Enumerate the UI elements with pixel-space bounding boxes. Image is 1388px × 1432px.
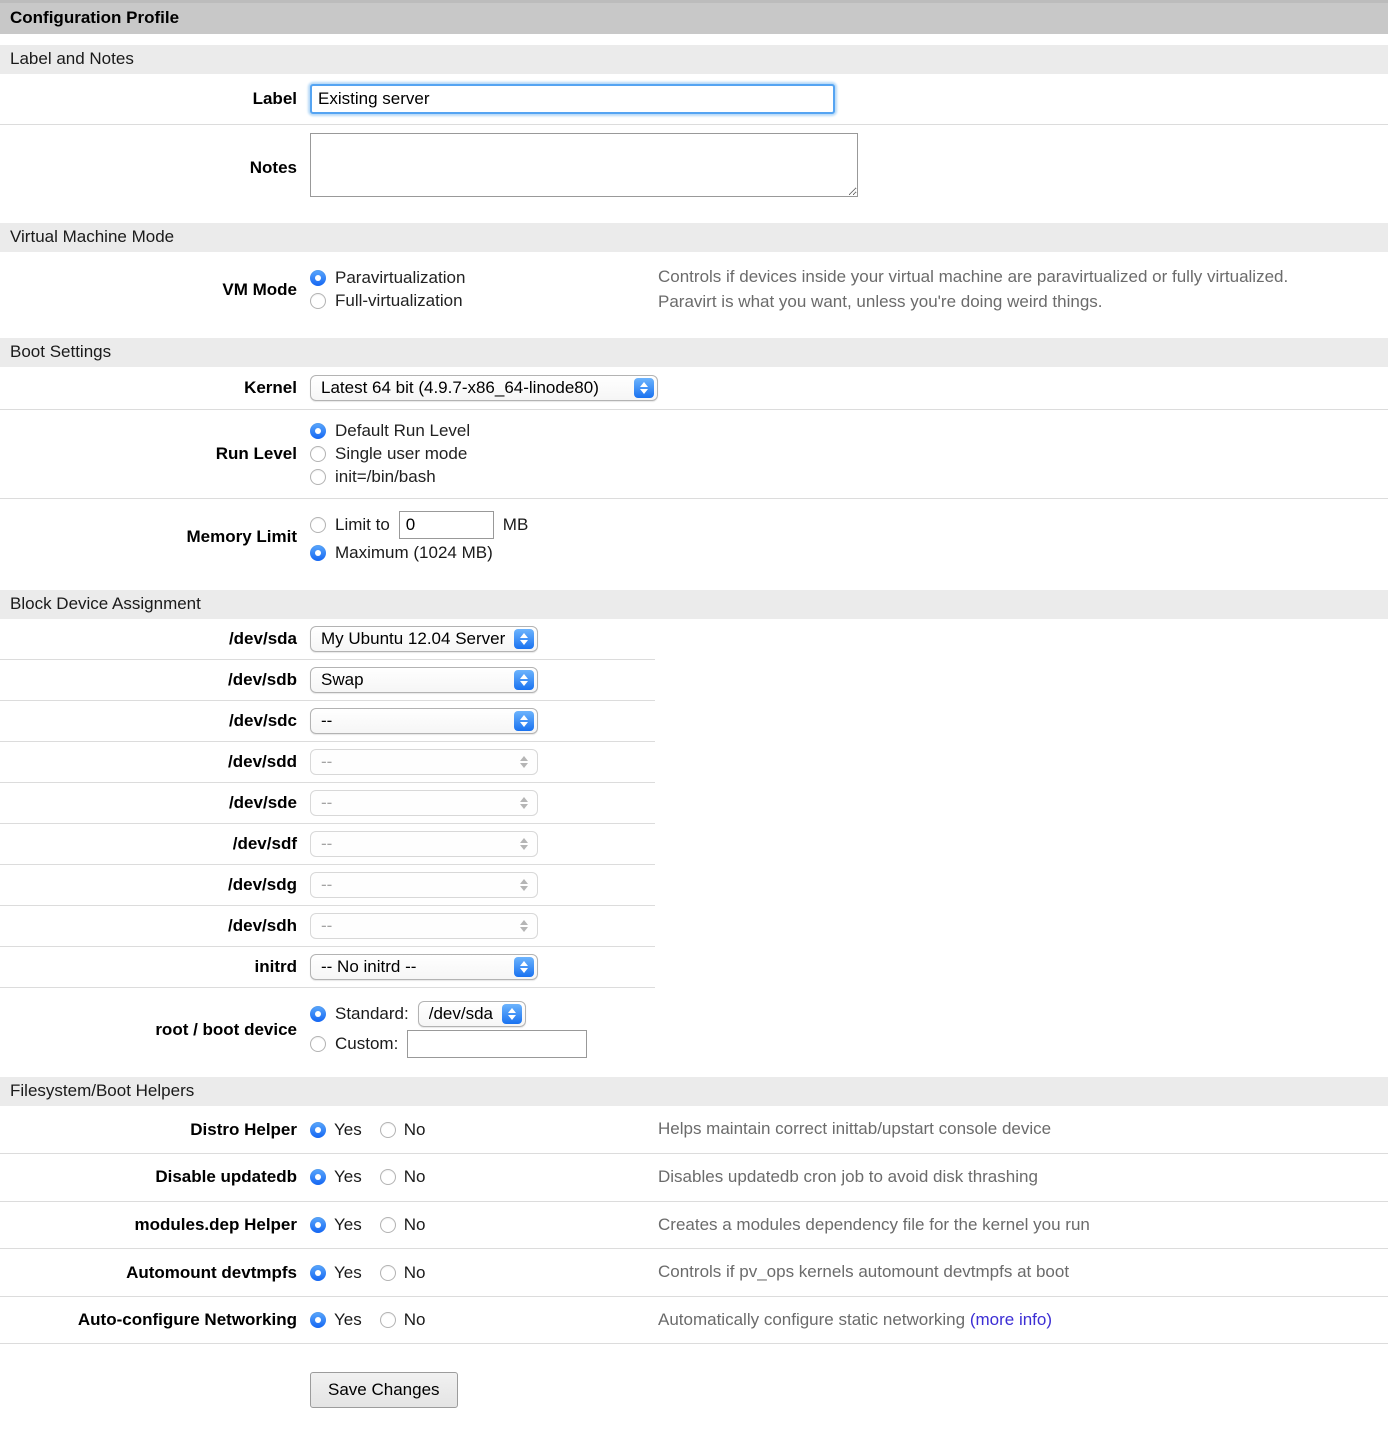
root-custom-radio[interactable] — [310, 1036, 326, 1052]
label-field-label: Label — [252, 89, 297, 108]
vm-mode-full-virtualization-radio[interactable] — [310, 293, 326, 309]
dev-sdf-row — [0, 824, 655, 865]
page-title: Configuration Profile — [0, 0, 1388, 34]
select-arrows-icon — [514, 670, 534, 690]
select-arrows-icon — [514, 752, 534, 772]
auto-configure-networking-help: Automatically configure static networking (more info) — [658, 1309, 1053, 1329]
distro-helper-yes-label[interactable]: Yes — [334, 1119, 362, 1139]
section-block-device-assignment: Block Device Assignment — [0, 590, 1388, 619]
vm-mode-paravirtualization-label[interactable]: Paravirtualization — [335, 268, 466, 288]
modules-dep-yes-radio[interactable] — [310, 1217, 326, 1233]
automount-devtmpfs-row — [0, 1249, 1388, 1297]
initrd-row — [0, 947, 655, 988]
dev-sdf-select: -- — [310, 831, 538, 857]
dev-sdg-label: /dev/sdg — [228, 875, 297, 895]
vm-mode-label: VM Mode — [222, 279, 297, 299]
select-arrows-icon — [514, 875, 534, 895]
label-row — [0, 74, 1388, 125]
root-standard-radio[interactable] — [310, 1006, 326, 1022]
disable-updatedb-no-radio[interactable] — [380, 1169, 396, 1185]
dev-sdb-label: /dev/sdb — [228, 670, 297, 690]
notes-field-label: Notes — [249, 157, 297, 177]
modules-dep-no-radio[interactable] — [380, 1217, 396, 1233]
initrd-label: initrd — [254, 957, 297, 977]
automount-devtmpfs-help: Controls if pv_ops kernels automount devtmpfs at boot — [658, 1262, 1070, 1282]
dev-sde-select: -- — [310, 790, 538, 816]
automount-devtmpfs-no-label[interactable]: No — [403, 1262, 426, 1282]
select-arrows-icon — [514, 834, 534, 854]
disable-updatedb-label: Disable updatedb — [155, 1167, 297, 1187]
notes-row — [0, 125, 1388, 212]
memory-limit-to-radio[interactable] — [310, 517, 326, 533]
dev-sdc-row — [0, 701, 655, 742]
dev-sde-row — [0, 783, 655, 824]
disable-updatedb-no-label[interactable]: No — [403, 1167, 426, 1187]
memory-limit-unit: MB — [502, 515, 529, 535]
dev-sdh-label: /dev/sdh — [228, 916, 297, 936]
dev-sdg-row — [0, 865, 655, 906]
modules-dep-yes-label[interactable]: Yes — [334, 1214, 362, 1234]
auto-configure-networking-no-radio[interactable] — [380, 1312, 396, 1328]
disable-updatedb-yes-label[interactable]: Yes — [334, 1167, 362, 1187]
dev-sdb-row — [0, 660, 655, 701]
vm-mode-help: Controls if devices inside your virtual machine are paravirtualized or fully virtualized. Paravirt is what you want, unless you're doing weird things. — [658, 267, 1289, 311]
distro-helper-help: Helps maintain correct inittab/upstart console device — [658, 1119, 1052, 1139]
select-arrows-icon — [502, 1004, 522, 1024]
root-standard-select[interactable]: /dev/sda — [418, 1001, 526, 1027]
distro-helper-yes-radio[interactable] — [310, 1122, 326, 1138]
auto-configure-networking-yes-label[interactable]: Yes — [334, 1310, 362, 1330]
automount-devtmpfs-yes-radio[interactable] — [310, 1265, 326, 1281]
run-level-single-user-radio[interactable] — [310, 446, 326, 462]
memory-limit-to-label[interactable]: Limit to — [335, 515, 390, 535]
dev-sdh-select: -- — [310, 913, 538, 939]
auto-configure-networking-label: Auto-configure Networking — [77, 1310, 297, 1330]
auto-configure-networking-row — [0, 1297, 1388, 1345]
run-level-label: Run Level — [215, 444, 297, 464]
section-boot-settings: Boot Settings — [0, 338, 1388, 367]
memory-limit-label: Memory Limit — [186, 527, 297, 547]
dev-sdh-row — [0, 906, 655, 947]
dev-sdd-label: /dev/sdd — [228, 752, 297, 772]
root-boot-device-row — [0, 988, 1388, 1075]
run-level-single-user-label[interactable]: Single user mode — [335, 444, 468, 464]
memory-limit-row — [0, 499, 1388, 579]
dev-sdc-select[interactable]: -- — [310, 708, 538, 734]
auto-configure-networking-no-label[interactable]: No — [403, 1310, 426, 1330]
kernel-row — [0, 367, 1388, 410]
memory-maximum-label[interactable]: Maximum (1024 MB) — [335, 543, 493, 563]
more-info-link[interactable]: (more info) — [969, 1309, 1053, 1329]
dev-sdf-label: /dev/sdf — [232, 834, 297, 854]
vm-mode-paravirtualization-radio[interactable] — [310, 270, 326, 286]
memory-limit-input[interactable] — [399, 511, 494, 539]
modules-dep-help: Creates a modules dependency file for the kernel you run — [658, 1214, 1090, 1234]
block-device-list — [0, 619, 655, 988]
dev-sda-select[interactable]: My Ubuntu 12.04 Server — [310, 626, 538, 652]
dev-sde-label: /dev/sde — [228, 793, 297, 813]
section-virtual-machine-mode: Virtual Machine Mode — [0, 223, 1388, 252]
dev-sdb-select[interactable]: Swap — [310, 667, 538, 693]
select-arrows-icon — [514, 957, 534, 977]
dev-sdg-select: -- — [310, 872, 538, 898]
disable-updatedb-row — [0, 1154, 1388, 1202]
modules-dep-helper-label: modules.dep Helper — [134, 1214, 297, 1234]
disable-updatedb-yes-radio[interactable] — [310, 1169, 326, 1185]
run-level-init-bash-label[interactable]: init=/bin/bash — [335, 467, 436, 487]
memory-maximum-radio[interactable] — [310, 545, 326, 561]
select-arrows-icon — [514, 793, 534, 813]
distro-helper-no-label[interactable]: No — [403, 1119, 426, 1139]
kernel-label: Kernel — [244, 378, 297, 398]
distro-helper-label: Distro Helper — [190, 1119, 297, 1139]
kernel-select[interactable]: Latest 64 bit (4.9.7-x86_64-linode80) — [310, 375, 658, 401]
dev-sdd-select: -- — [310, 749, 538, 775]
initrd-select[interactable]: -- No initrd -- — [310, 954, 538, 980]
select-arrows-icon — [514, 916, 534, 936]
root-standard-label[interactable]: Standard: — [335, 1004, 409, 1024]
run-level-default-radio[interactable] — [310, 423, 326, 439]
save-changes-button[interactable]: Save Changes — [310, 1372, 458, 1408]
modules-dep-no-label[interactable]: No — [403, 1214, 426, 1234]
automount-devtmpfs-no-radio[interactable] — [380, 1265, 396, 1281]
distro-helper-row — [0, 1106, 1388, 1154]
distro-helper-no-radio[interactable] — [380, 1122, 396, 1138]
section-filesystem-boot-helpers: Filesystem/Boot Helpers — [0, 1077, 1388, 1106]
label-input[interactable] — [310, 84, 835, 114]
root-boot-device-label: root / boot device — [155, 1019, 297, 1039]
modules-dep-helper-row — [0, 1202, 1388, 1250]
vm-mode-row — [0, 252, 1388, 327]
dev-sdc-label: /dev/sdc — [228, 711, 297, 731]
dev-sda-row — [0, 619, 655, 660]
disable-updatedb-help: Disables updatedb cron job to avoid disk thrashing — [658, 1166, 1038, 1186]
dev-sda-label: /dev/sda — [228, 629, 297, 649]
auto-configure-networking-yes-radio[interactable] — [310, 1312, 326, 1328]
automount-devtmpfs-label: Automount devtmpfs — [126, 1262, 297, 1282]
run-level-default-label[interactable]: Default Run Level — [335, 421, 471, 441]
notes-textarea[interactable] — [310, 133, 858, 197]
select-arrows-icon — [514, 711, 534, 731]
run-level-row — [0, 410, 1388, 499]
select-arrows-icon — [514, 629, 534, 649]
vm-mode-full-virtualization-label[interactable]: Full-virtualization — [335, 291, 463, 311]
root-custom-input[interactable] — [407, 1030, 587, 1058]
root-custom-label[interactable]: Custom: — [335, 1034, 399, 1054]
run-level-init-bash-radio[interactable] — [310, 469, 326, 485]
section-label-and-notes: Label and Notes — [0, 45, 1388, 74]
automount-devtmpfs-yes-label[interactable]: Yes — [334, 1262, 362, 1282]
select-arrows-icon — [634, 378, 654, 398]
dev-sdd-row — [0, 742, 655, 783]
